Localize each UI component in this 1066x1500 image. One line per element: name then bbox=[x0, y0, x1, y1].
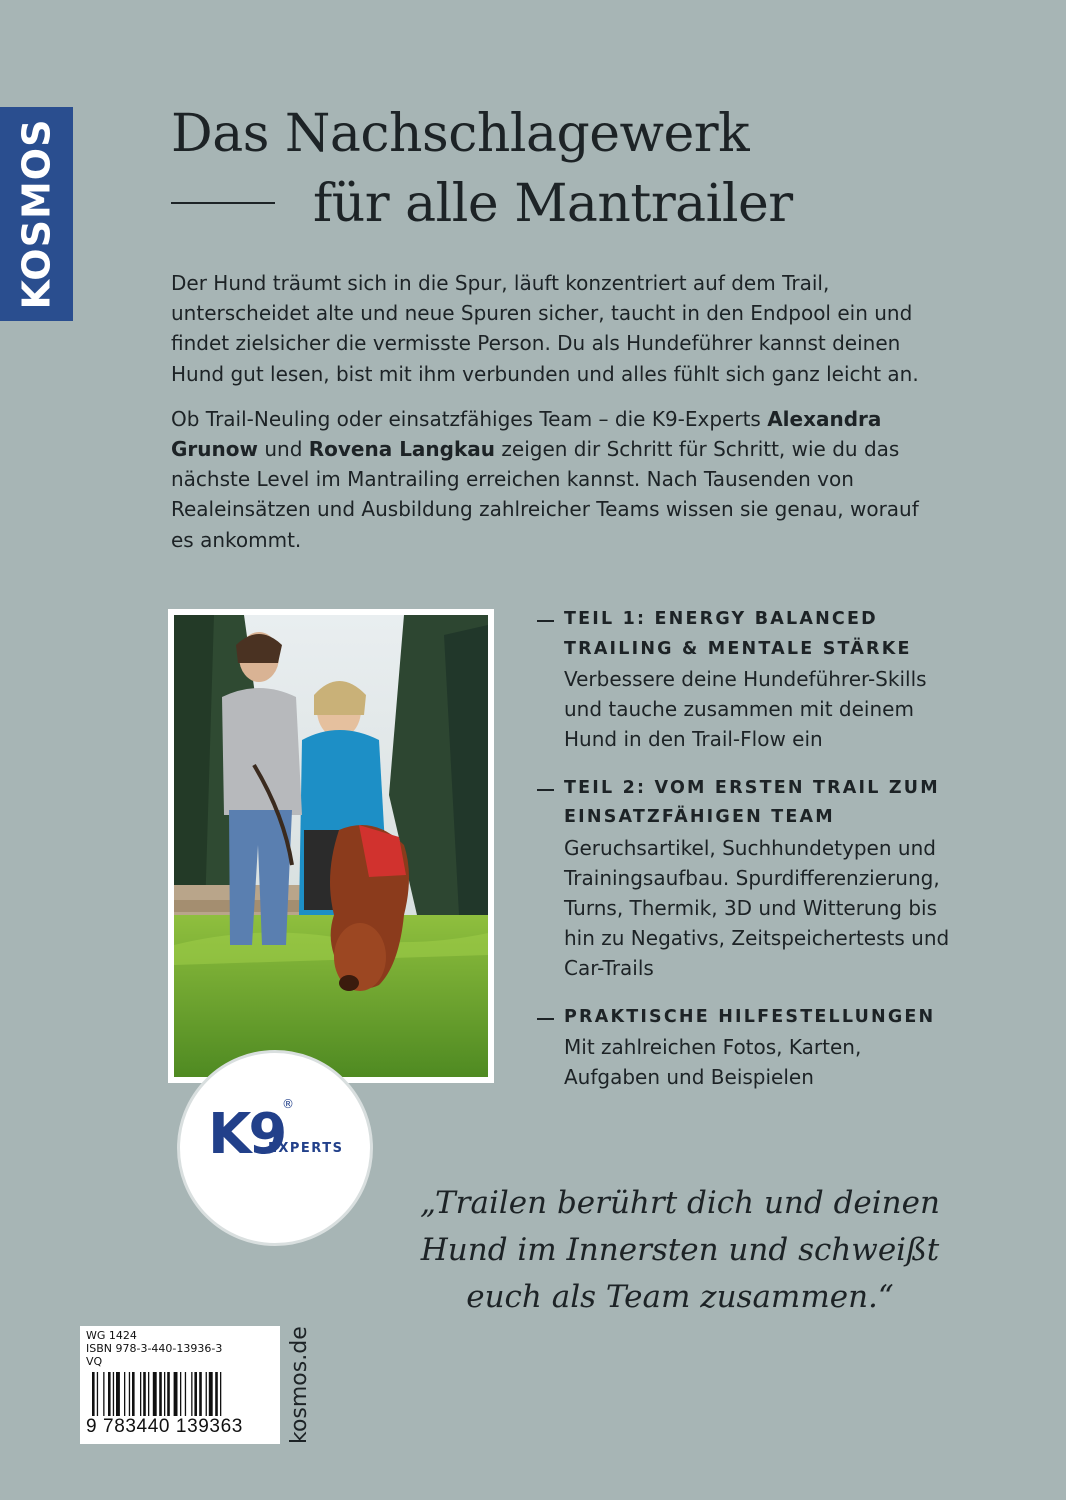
barcode-bar bbox=[185, 1372, 186, 1416]
cover-photo bbox=[174, 615, 488, 1077]
barcode-bar bbox=[143, 1372, 146, 1416]
feature-body: Mit zahlreichen Fotos, Karten, Aufgaben und Beispielen bbox=[564, 1035, 862, 1090]
photo-frame bbox=[168, 609, 494, 1083]
barcode-bar bbox=[174, 1372, 178, 1416]
vq-code: VQ bbox=[86, 1355, 103, 1368]
barcode-bar bbox=[206, 1372, 207, 1416]
barcode-bar bbox=[148, 1372, 149, 1416]
dash-marker bbox=[537, 1018, 554, 1020]
barcode-bar bbox=[103, 1372, 104, 1416]
feature-heading: TEIL 2: VOM ERSTEN TRAIL ZUM EINSATZFÄHIGEN TEAM bbox=[564, 777, 940, 828]
pull-quote: „Trailen berührt dich und deinen Hund im Innersten und schweißt euch als Team zusammen.“ bbox=[420, 1185, 940, 1315]
author-name-2: Rovena Langkau bbox=[308, 437, 496, 462]
barcode-bar bbox=[180, 1372, 181, 1416]
barcode-bar bbox=[132, 1372, 135, 1416]
isbn-text: ISBN 978-3-440-13936-3 bbox=[86, 1342, 223, 1355]
barcode-bar bbox=[164, 1372, 165, 1416]
registered-mark: ® bbox=[282, 1097, 294, 1111]
dash-marker bbox=[537, 789, 554, 791]
publisher-logo-tab bbox=[0, 107, 73, 321]
barcode-bar bbox=[194, 1372, 197, 1416]
barcode-bar bbox=[116, 1372, 120, 1416]
barcode-bar bbox=[108, 1372, 111, 1416]
barcode-bar bbox=[167, 1372, 170, 1416]
barcode-label bbox=[80, 1326, 280, 1444]
feature-list bbox=[537, 605, 957, 1093]
k9-logo-text: K9 bbox=[208, 1102, 285, 1167]
barcode-bar bbox=[220, 1372, 221, 1416]
barcode-bar bbox=[199, 1372, 202, 1416]
title-line-2: für alle Mantrailer bbox=[313, 174, 793, 234]
product-group-code: WG 1424 bbox=[86, 1329, 137, 1342]
barcode-bar bbox=[191, 1372, 192, 1416]
title-rule bbox=[171, 202, 275, 204]
intro-p2-part1: Ob Trail-Neuling oder einsatzfähiges Team – die K9-Experts bbox=[171, 406, 768, 431]
intro-p2-part2: und bbox=[257, 437, 309, 462]
barcode-bar bbox=[92, 1372, 95, 1416]
barcode-bar bbox=[159, 1372, 162, 1416]
feature-item bbox=[537, 774, 957, 984]
feature-body: Verbessere deine Hundeführer-Skills und tauche zusammen mit deinem Hund in den Trail-Flow ein bbox=[564, 667, 927, 752]
publisher-logo: KOSMOS bbox=[14, 118, 59, 310]
author-name-1: Alexandra Grunow bbox=[171, 406, 882, 462]
barcode-bar bbox=[209, 1372, 213, 1416]
feature-item bbox=[537, 605, 957, 755]
barcode-bar bbox=[124, 1372, 125, 1416]
dash-marker bbox=[537, 620, 554, 622]
intro-text bbox=[171, 268, 941, 555]
k9-experts-label: EXPERTS bbox=[268, 1141, 344, 1156]
barcode-bar bbox=[129, 1372, 130, 1416]
feature-heading: TEIL 1: ENERGY BALANCED TRAILING & MENTALE STÄRKE bbox=[564, 609, 912, 659]
barcode-digits: 9 783440 139363 bbox=[86, 1416, 243, 1437]
barcode-bar bbox=[140, 1372, 141, 1416]
intro-paragraph-1: Der Hund träumt sich in die Spur, läuft konzentriert auf dem Trail, unterscheidet alte und neue Spuren sicher, taucht in den Endpool ein und findet zielsicher die vermisste Person. Du als Hundeführer kannst deinen Hund gut lesen, bist mit ihm verbunden und alles fühlt sich ganz leicht an. bbox=[171, 271, 919, 386]
barcode-bar bbox=[215, 1372, 218, 1416]
trailing-team-photo bbox=[174, 615, 488, 1077]
barcode-bars bbox=[90, 1372, 270, 1418]
barcode-bar bbox=[113, 1372, 114, 1416]
barcode-bar bbox=[97, 1372, 98, 1416]
title-line-1: Das Nachschlagewerk bbox=[171, 104, 750, 164]
k9-experts-badge bbox=[177, 1050, 373, 1246]
intro-p2-part3: zeigen dir Schritt für Schritt, wie du das nächste Level im Mantrailing erreichen kannst. Nach Tausenden von Realeinsätzen und Ausbildung zahlreicher Teams wissen sie genau, worauf es ankommt. bbox=[171, 437, 919, 552]
feature-body: Geruchsartikel, Suchhundetypen und Trainingsaufbau. Spurdifferenzierung, Turns, Thermik, 3D und Witterung bis hin zu Negativs, Zeitspeichertests und Car-Trails bbox=[564, 835, 950, 981]
barcode-bar bbox=[153, 1372, 157, 1416]
feature-item bbox=[537, 1003, 957, 1093]
publisher-url: kosmos.de bbox=[287, 1326, 312, 1444]
intro-paragraph-2 bbox=[171, 404, 941, 555]
feature-heading: PRAKTISCHE HILFESTELLUNGEN bbox=[564, 1006, 936, 1027]
